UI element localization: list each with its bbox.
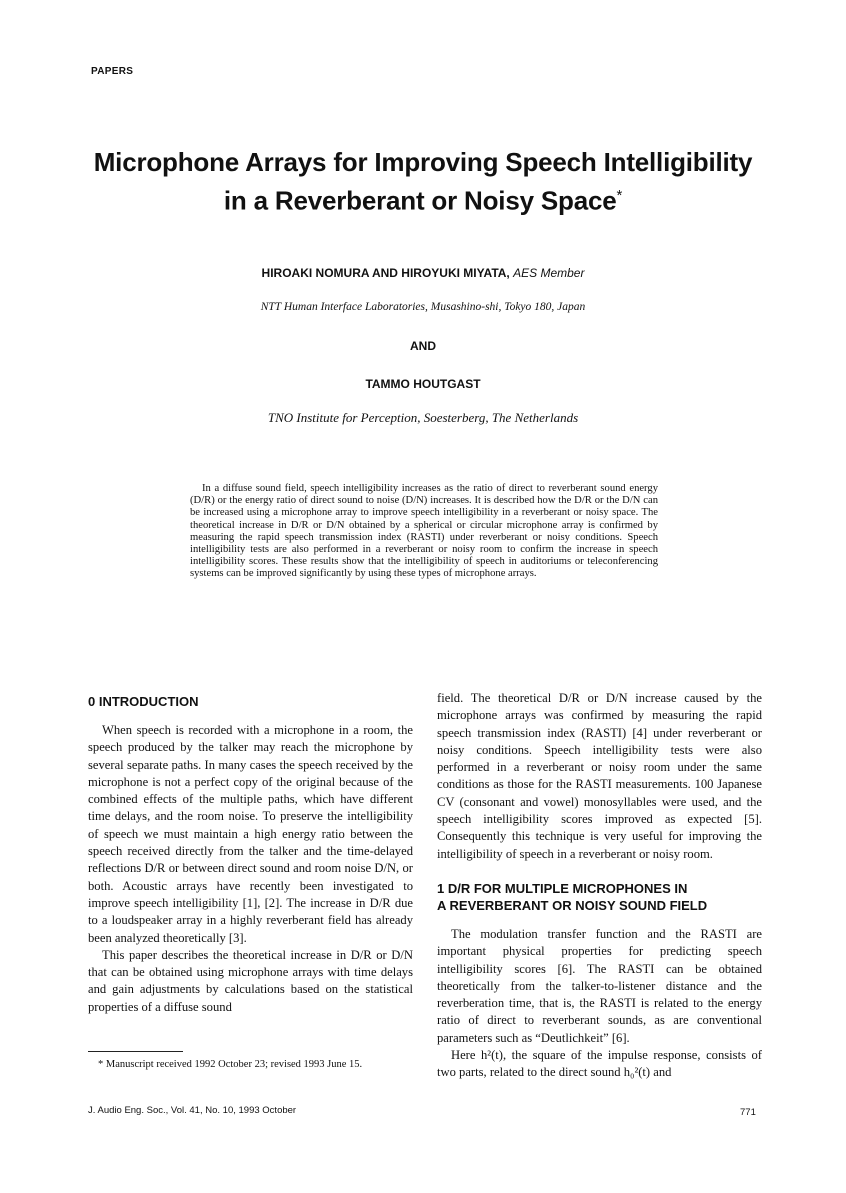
section-heading-1-line-2: A REVERBERANT OR NOISY SOUND FIELD — [437, 897, 708, 913]
journal-citation: J. Audio Eng. Soc., Vol. 41, No. 10, 1993 October — [88, 1105, 297, 1116]
abstract: In a diffuse sound field, speech intelligibility increases as the ratio of direct to reverberant sound energy (D/R) or the energy ratio of direct sound to noise (D/N) increases. It is described how the D/R or the D/N can be increased using a microphone array to improve speech intelligibility in a reverberant or noisy space. The theoretical increase in D/R or D/N obtained by a spherical or circular microphone array is confirmed by measuring the rapid speech transmission index (RASTI) under reverberant or noisy conditions. Speech intelligibility tests are also performed in a reverberant or noisy room to confirm the increase in speech intelligibility scores. These results show that the intelligibility of speech in auditoriums or teleconferencing systems can be improved significantly by using these types of microphone arrays. — [190, 483, 658, 580]
title-line-2: in a Reverberant or Noisy Space* — [223, 185, 623, 216]
section-heading-introduction: 0 INTRODUCTION — [88, 694, 199, 709]
running-head: PAPERS — [91, 66, 134, 77]
paragraph: The modulation transfer function and the RASTI are important physical properties for predicting speech intelligibility scores [6]. The RASTI can be obtained theoretically from the talker-to-listener distance and the reverberation time, that is, the RASTI is related to the energy ratio of direct to reverberant sounds, as are conventional parameters such as “Deutlichkeit” [6]. — [437, 926, 762, 1045]
title-footnote-marker: * — [616, 187, 623, 204]
footnote: * Manuscript received 1992 October 23; revised 1993 June 15. — [98, 1059, 363, 1070]
paragraph: Here h²(t), the square of the impulse response, consists of two parts, related to the direct sound h₀²(t) and — [437, 1048, 762, 1080]
affiliation-2: TNO Institute for Perception, Soesterberg, The Netherlands — [267, 410, 579, 425]
author-membership: AES Member — [513, 266, 585, 280]
author-names: HIROAKI NOMURA AND HIROYUKI MIYATA, — [261, 266, 510, 280]
paper-title — [40, 146, 806, 218]
affiliation-1: NTT Human Interface Laboratories, Musashino-shi, Tokyo 180, Japan — [260, 301, 586, 313]
second-author: TAMMO HOUTGAST — [365, 377, 481, 391]
left-column — [88, 693, 413, 1016]
paragraph: field. The theoretical D/R or D/N increase caused by the microphone arrays was confirmed by measuring the rapid speech transmission index (RASTI) [4] under reverberant or noisy conditions. Speech intelligibility tests were also performed in a reverberant or noisy room under the same conditions as those for the RASTI measurements. 100 Japanese CV (consonant and vowel) monosyllables were used, and the speech intelligibility scores improved as expected [5]. Consequently this technique is very useful for improving the intelligibility of speech in a reverberant or noisy room. — [437, 691, 762, 861]
paragraph: This paper describes the theoretical increase in D/R or D/N that can be obtained using microphone arrays with time delays and gain adjustments by calculations based on the statistical properties of a diffuse sound — [88, 947, 413, 1014]
author-conjunction: AND — [410, 339, 436, 353]
title-line-1: Microphone Arrays for Improving Speech Intelligibility — [93, 147, 753, 177]
paragraph: When speech is recorded with a microphone in a room, the speech produced by the talker may reach the microphone by several separate paths. In many cases the speech received by the microphone is not a perfect copy of the original because of the combined effects of the multiple paths, which have different time delays, and the room noise. To preserve the intelligibility of speech we must maintain a high energy ratio between the speech received directly from the talker and the time-delayed reflections D/R or between direct sound and room noise D/N, or both. Acoustic arrays have recently been investigated to improve speech intelligibility [1], [2]. The increase in D/R due to a loudspeaker array in a highly reverberant field has already been analyzed theoretically [3]. — [88, 723, 413, 945]
page-number: 771 — [740, 1107, 756, 1118]
section-heading-1 — [437, 880, 762, 914]
section-heading-1-line-1: 1 D/R FOR MULTIPLE MICROPHONES IN — [437, 880, 688, 896]
right-column — [437, 690, 762, 1082]
author-line — [40, 266, 806, 280]
footnote-rule — [88, 1051, 183, 1052]
